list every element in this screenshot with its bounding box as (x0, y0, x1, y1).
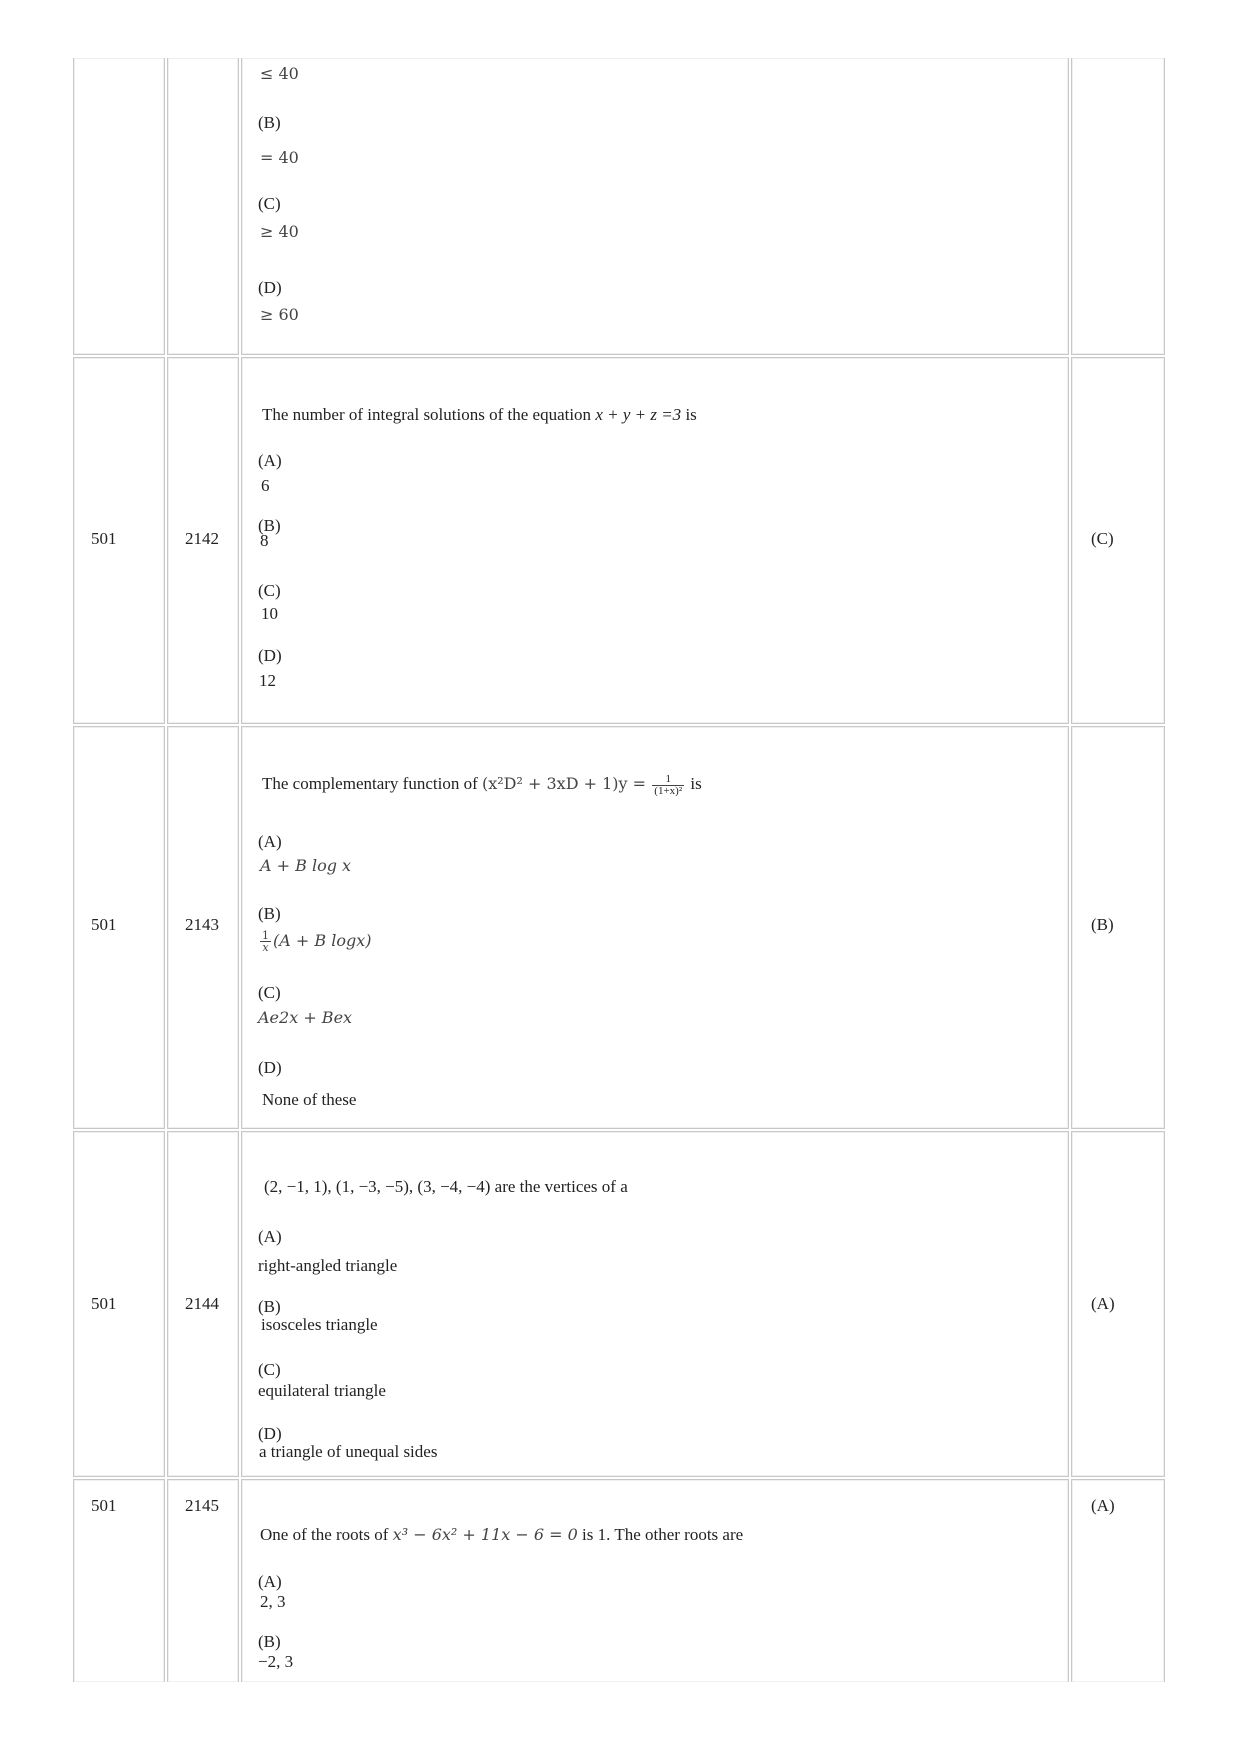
paper-code: 501 (91, 1496, 117, 1515)
cell-question-number (167, 58, 239, 355)
question-math: x + y + z =3 (595, 405, 682, 424)
option-c-text: equilateral triangle (258, 1381, 386, 1400)
option-c-label: (C) (258, 581, 281, 600)
option-b-fraction: $\frac{1}{x}$ (262, 929, 269, 954)
option-b-label: (B) (258, 113, 281, 132)
option-a-text: 2, 3 (260, 1592, 286, 1611)
paper-code: 501 (91, 529, 117, 548)
answer-key: (A) (1091, 1496, 1115, 1515)
cell-question-number (167, 1479, 239, 1682)
cell-question (241, 1479, 1069, 1682)
option-c-text: ≥ 40 (260, 222, 299, 241)
cell-question-number (167, 357, 239, 724)
option-d-text: a triangle of unequal sides (259, 1442, 438, 1461)
question-prefix: The complementary function of (262, 774, 482, 793)
question-suffix: is (686, 774, 702, 793)
question-text: (2, −1, 1), (1, −3, −5), (3, −4, −4) are the vertices of a (264, 1177, 628, 1196)
option-d-label: (D) (258, 1058, 282, 1077)
cell-answer (1071, 726, 1165, 1129)
option-c-text: 10 (261, 604, 278, 623)
option-a-label: (A) (258, 1572, 282, 1591)
cell-answer (1071, 357, 1165, 724)
question-text (262, 405, 697, 425)
cell-question (241, 58, 1069, 355)
option-b-text: 8 (260, 531, 269, 550)
question-text (262, 771, 702, 797)
cell-answer (1071, 1479, 1165, 1682)
cell-answer (1071, 1131, 1165, 1477)
option-a-label: (A) (258, 1227, 282, 1246)
option-a-label: (A) (258, 832, 282, 851)
cell-paper (73, 1479, 165, 1682)
question-suffix: is (681, 405, 697, 424)
question-number: 2143 (185, 915, 219, 934)
option-a-text: right-angled triangle (258, 1256, 398, 1275)
option-c-text: Ae2x + Bex (258, 1008, 353, 1027)
option-d-text: None of these (262, 1090, 357, 1109)
option-b-text: $\frac{1}{x}$ (A + B logx) (262, 929, 372, 954)
option-d-text: ≥ 60 (260, 305, 299, 324)
option-a-text: 6 (261, 476, 270, 495)
cell-question (241, 1131, 1069, 1477)
cell-paper (73, 726, 165, 1129)
option-d-label: (D) (258, 646, 282, 665)
option-b-label: (B) (258, 1297, 281, 1316)
cell-paper (73, 357, 165, 724)
option-b-label: (B) (258, 516, 281, 535)
answer-key: (C) (1091, 529, 1114, 548)
question-fraction: $\frac{1}{\text{(1+x)²}}$ (654, 772, 683, 797)
cell-paper (73, 1131, 165, 1477)
cell-answer (1071, 58, 1165, 355)
option-b-label: (B) (258, 1632, 281, 1651)
option-b-text: −2, 3 (258, 1652, 294, 1671)
question-prefix: One of the roots of (260, 1525, 393, 1544)
question-number: 2145 (185, 1496, 219, 1515)
option-c-label: (C) (258, 983, 281, 1002)
option-d-text: 12 (259, 671, 276, 690)
paper-code: 501 (91, 915, 117, 934)
question-math: (x²D² + 3xD + 1)y = (481, 774, 647, 793)
question-number: 2142 (185, 529, 219, 548)
cell-question-number (167, 1131, 239, 1477)
option-a-text: ≤ 40 (260, 64, 299, 83)
answer-key: (B) (1091, 915, 1114, 934)
option-b-label: (B) (258, 904, 281, 923)
option-c-label: (C) (258, 194, 281, 213)
option-c-label: (C) (258, 1360, 281, 1379)
question-number: 2144 (185, 1294, 219, 1313)
cell-question-number (167, 726, 239, 1129)
question-prefix: The number of integral solutions of the equation (262, 405, 596, 424)
paper-code: 501 (91, 1294, 117, 1313)
question-text (260, 1525, 743, 1545)
question-math: x³ − 6x² + 11x − 6 = 0 (392, 1525, 578, 1544)
option-d-label: (D) (258, 278, 282, 297)
option-d-label: (D) (258, 1424, 282, 1443)
option-a-text: A + B log x (260, 856, 352, 875)
cell-paper (73, 58, 165, 355)
cell-question (241, 726, 1069, 1129)
option-b-text: = 40 (260, 148, 299, 167)
question-suffix: is 1. The other roots are (577, 1525, 744, 1544)
answer-key: (A) (1091, 1294, 1115, 1313)
option-a-label: (A) (258, 451, 282, 470)
option-b-text: isosceles triangle (261, 1315, 378, 1334)
cell-question (241, 357, 1069, 724)
